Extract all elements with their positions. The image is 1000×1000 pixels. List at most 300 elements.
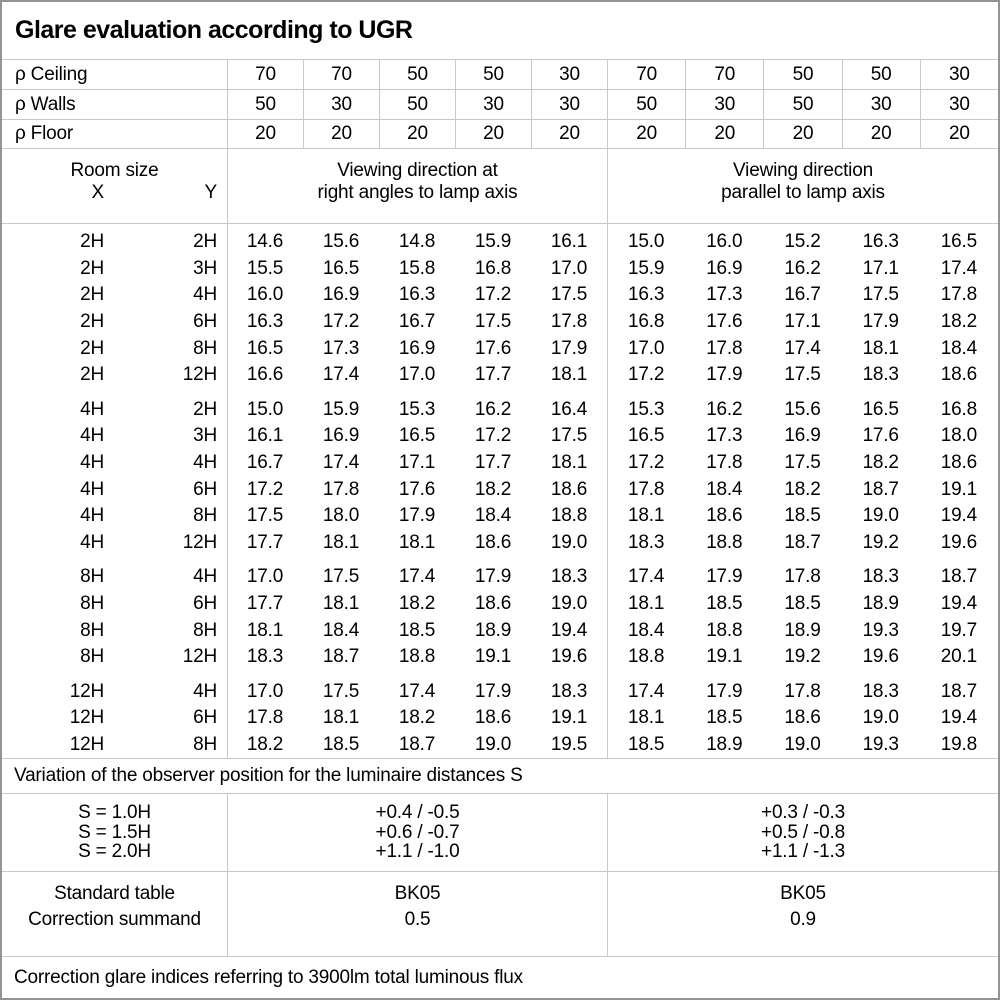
ugr-value-cell: 18.9 <box>862 593 899 615</box>
footer-note: Correction glare indices referring to 3900lm total luminous flux <box>14 966 523 988</box>
reflectance-value-cell: 20 <box>303 120 379 148</box>
ugr-value-cell: 18.3 <box>628 531 665 553</box>
reflectance-row-label: ρ Ceiling <box>15 63 88 85</box>
reflectance-row <box>2 90 998 120</box>
room-y-cell: 2H <box>193 231 217 253</box>
ugr-value-cell: 18.5 <box>706 707 743 729</box>
ugr-value-cell: 16.8 <box>628 311 665 333</box>
ugr-value-cell: 17.0 <box>398 364 436 386</box>
room-x-cell: 12H <box>69 707 104 729</box>
ugr-value-cell: 16.9 <box>322 284 360 306</box>
ugr-value-cell: 18.1 <box>628 593 665 615</box>
ugr-value-cell: 18.7 <box>784 531 821 553</box>
room-y-cell: 4H <box>193 284 217 306</box>
reflectance-value-cell: 30 <box>531 90 607 119</box>
ugr-value-cell: 17.5 <box>322 680 360 702</box>
ugr-value-cell: 18.3 <box>550 680 588 702</box>
ugr-value-cell: 17.5 <box>322 566 360 588</box>
standard-value: 0.5 <box>404 909 431 930</box>
room-y-cell: 12H <box>182 364 217 386</box>
ugr-value-cell: 18.1 <box>628 707 665 729</box>
ugr-value-cell: 18.1 <box>322 593 360 615</box>
ugr-value-cell: 16.9 <box>784 425 821 447</box>
room-size-header <box>2 149 227 223</box>
ugr-value-cell: 18.9 <box>706 733 743 755</box>
ugr-value-cell: 18.7 <box>862 478 899 500</box>
ugr-value-cell: 18.7 <box>322 646 360 668</box>
ugr-value-cell: 17.8 <box>246 707 284 729</box>
ugr-value-cell: 19.5 <box>550 733 588 755</box>
ugr-value-cell: 19.2 <box>784 646 821 668</box>
ugr-value-cell: 19.0 <box>862 505 899 527</box>
ugr-value-cell: 18.3 <box>550 566 588 588</box>
reflectance-value-cell: 70 <box>685 60 763 89</box>
ugr-value-cell: 15.0 <box>628 231 665 253</box>
reflectance-value-cell: 20 <box>920 120 998 148</box>
ugr-value-cell: 19.4 <box>940 707 977 729</box>
ugr-value-cell: 18.1 <box>322 531 360 553</box>
room-y-cell: 4H <box>193 680 217 702</box>
ugr-value-cell: 17.2 <box>628 364 665 386</box>
ugr-value-cell: 17.8 <box>784 566 821 588</box>
ugr-value-cell: 16.0 <box>246 284 284 306</box>
reflectance-value-cell: 50 <box>607 90 685 119</box>
s-distance-label: S = 1.0H <box>78 802 151 824</box>
s-correction-value: +0.4 / -0.5 <box>375 802 460 824</box>
ugr-value-cell: 17.6 <box>398 478 436 500</box>
reflectance-value-cell: 50 <box>763 60 841 89</box>
reflectance-value-cell: 30 <box>685 90 763 119</box>
standard-value: BK05 <box>780 883 826 904</box>
xy-label-row <box>2 182 227 204</box>
room-y-cell: 3H <box>193 257 217 279</box>
ugr-value-cell: 17.9 <box>474 680 512 702</box>
ugr-value-cell: 18.6 <box>940 452 977 474</box>
standard-row-label: Standard table <box>54 883 175 904</box>
column-divider <box>227 224 228 758</box>
room-y-cell: 12H <box>182 646 217 668</box>
s-correction-parallel <box>607 794 998 871</box>
ugr-value-cell: 17.5 <box>784 452 821 474</box>
ugr-value-cell: 18.8 <box>628 646 665 668</box>
ugr-value-cell: 16.8 <box>474 257 512 279</box>
ugr-value-cell: 16.5 <box>628 425 665 447</box>
reflectance-value-cell: 50 <box>842 60 920 89</box>
room-x-cell: 4H <box>80 505 104 527</box>
ugr-value-cell: 14.8 <box>398 231 436 253</box>
ugr-row <box>2 423 998 450</box>
ugr-value-cell: 16.3 <box>862 231 899 253</box>
ugr-value-cell: 18.6 <box>940 364 977 386</box>
ugr-value-cell: 18.1 <box>550 452 588 474</box>
reflectance-value-cell: 50 <box>379 60 455 89</box>
ugr-value-cell: 16.9 <box>706 257 743 279</box>
ugr-values-table <box>2 224 998 759</box>
ugr-value-cell: 18.3 <box>246 646 284 668</box>
s-distance-label: S = 1.5H <box>78 821 151 843</box>
ugr-value-cell: 17.3 <box>706 425 743 447</box>
s-correction-perpendicular <box>227 794 607 871</box>
room-y-cell: 4H <box>193 566 217 588</box>
ugr-value-cell: 18.5 <box>784 505 821 527</box>
ugr-value-cell: 19.1 <box>940 478 977 500</box>
ugr-row <box>2 397 998 424</box>
room-y-cell: 8H <box>193 505 217 527</box>
s-correction-value: +0.6 / -0.7 <box>375 821 460 843</box>
ugr-value-cell: 17.4 <box>784 337 821 359</box>
ugr-value-cell: 19.0 <box>862 707 899 729</box>
ugr-value-cell: 17.9 <box>474 566 512 588</box>
ugr-value-cell: 19.6 <box>940 531 977 553</box>
ugr-value-cell: 18.4 <box>474 505 512 527</box>
ugr-value-cell: 16.4 <box>550 398 588 420</box>
ugr-value-cell: 17.9 <box>862 311 899 333</box>
room-y-cell: 8H <box>193 337 217 359</box>
variation-note: Variation of the observer position for the luminaire distances S <box>14 765 523 786</box>
ugr-value-cell: 16.3 <box>628 284 665 306</box>
ugr-value-cell: 17.4 <box>322 364 360 386</box>
ugr-value-cell: 19.0 <box>550 531 588 553</box>
ugr-value-cell: 17.4 <box>398 680 436 702</box>
ugr-value-cell: 17.0 <box>628 337 665 359</box>
reflectance-value-cell: 20 <box>763 120 841 148</box>
ugr-row <box>2 309 998 336</box>
ugr-value-cell: 16.1 <box>550 231 588 253</box>
ugr-value-cell: 18.2 <box>246 733 284 755</box>
ugr-row <box>2 476 998 503</box>
ugr-value-cell: 18.8 <box>706 619 743 641</box>
ugr-value-cell: 17.4 <box>398 566 436 588</box>
variation-note-row <box>2 759 998 794</box>
room-y-cell: 6H <box>193 478 217 500</box>
ugr-value-cell: 18.2 <box>398 593 436 615</box>
ugr-value-cell: 18.1 <box>628 505 665 527</box>
ugr-value-cell: 17.1 <box>862 257 899 279</box>
ugr-value-cell: 17.7 <box>246 593 284 615</box>
room-size-block <box>2 564 998 670</box>
ugr-value-cell: 17.4 <box>322 452 360 474</box>
standard-table-section <box>2 872 998 957</box>
reflectance-value-cell: 50 <box>227 90 303 119</box>
ugr-value-cell: 17.7 <box>474 364 512 386</box>
room-y-cell: 8H <box>193 733 217 755</box>
ugr-value-cell: 18.3 <box>862 566 899 588</box>
ugr-value-cell: 19.1 <box>706 646 743 668</box>
ugr-value-cell: 18.7 <box>940 680 977 702</box>
room-x-cell: 4H <box>80 531 104 553</box>
room-y-cell: 4H <box>193 452 217 474</box>
ugr-value-cell: 17.6 <box>862 425 899 447</box>
reflectance-value-cell: 70 <box>227 60 303 89</box>
ugr-value-cell: 16.2 <box>784 257 821 279</box>
ugr-value-cell: 16.8 <box>940 398 977 420</box>
ugr-value-cell: 18.1 <box>246 619 284 641</box>
room-y-cell: 6H <box>193 707 217 729</box>
ugr-value-cell: 18.4 <box>322 619 360 641</box>
column-divider <box>607 224 608 758</box>
ugr-value-cell: 17.8 <box>706 337 743 359</box>
ugr-value-cell: 15.9 <box>628 257 665 279</box>
room-x-cell: 2H <box>80 337 104 359</box>
ugr-value-blocks <box>2 229 998 758</box>
ugr-value-cell: 15.8 <box>398 257 436 279</box>
ugr-value-cell: 18.5 <box>322 733 360 755</box>
ugr-row <box>2 256 998 283</box>
ugr-value-cell: 17.0 <box>550 257 588 279</box>
ugr-row <box>2 282 998 309</box>
ugr-value-cell: 18.6 <box>474 707 512 729</box>
room-x-cell: 12H <box>69 733 104 755</box>
room-size-block <box>2 679 998 759</box>
ugr-value-cell: 15.3 <box>628 398 665 420</box>
ugr-value-cell: 18.7 <box>398 733 436 755</box>
ugr-value-cell: 19.4 <box>550 619 588 641</box>
ugr-value-cell: 17.9 <box>398 505 436 527</box>
header-text-line: right angles to lamp axis <box>317 182 518 203</box>
x-column-label: X <box>91 182 104 203</box>
ugr-value-cell: 16.5 <box>398 425 436 447</box>
reflectance-row <box>2 120 998 149</box>
ugr-value-cell: 18.8 <box>398 646 436 668</box>
room-x-cell: 8H <box>80 593 104 615</box>
ugr-value-cell: 18.2 <box>398 707 436 729</box>
ugr-value-cell: 18.5 <box>628 733 665 755</box>
header-text-line: Viewing direction <box>733 160 873 181</box>
title-row <box>2 2 998 60</box>
ugr-value-cell: 17.8 <box>628 478 665 500</box>
ugr-value-cell: 19.6 <box>550 646 588 668</box>
ugr-value-cell: 19.4 <box>940 593 977 615</box>
ugr-value-cell: 15.3 <box>398 398 436 420</box>
reflectance-value-cell: 20 <box>531 120 607 148</box>
s-distance-labels <box>2 794 227 871</box>
ugr-value-cell: 15.5 <box>246 257 284 279</box>
ugr-value-cell: 17.2 <box>322 311 360 333</box>
ugr-row <box>2 450 998 477</box>
ugr-value-cell: 17.8 <box>322 478 360 500</box>
reflectance-value-cell: 70 <box>607 60 685 89</box>
ugr-value-cell: 15.9 <box>322 398 360 420</box>
ugr-value-cell: 18.0 <box>940 425 977 447</box>
header-text-line: Viewing direction at <box>337 160 498 181</box>
s-correction-value: +1.1 / -1.0 <box>375 841 460 863</box>
ugr-row <box>2 530 998 557</box>
parallel-viewing-header <box>607 149 998 223</box>
ugr-value-cell: 18.0 <box>322 505 360 527</box>
footer-note-row <box>2 957 998 998</box>
ugr-value-cell: 17.5 <box>784 364 821 386</box>
room-size-label: Room size <box>70 160 159 181</box>
ugr-value-cell: 18.2 <box>862 452 899 474</box>
standard-values-parallel <box>607 872 998 956</box>
room-x-cell: 2H <box>80 257 104 279</box>
ugr-value-cell: 16.5 <box>862 398 899 420</box>
reflectance-row-label: ρ Floor <box>15 123 73 144</box>
ugr-value-cell: 17.7 <box>246 531 284 553</box>
reflectance-value-cell: 20 <box>455 120 531 148</box>
room-y-cell: 8H <box>193 619 217 641</box>
ugr-value-cell: 19.6 <box>862 646 899 668</box>
ugr-value-cell: 16.0 <box>706 231 743 253</box>
ugr-value-cell: 18.2 <box>474 478 512 500</box>
ugr-value-cell: 17.9 <box>550 337 588 359</box>
ugr-value-cell: 18.6 <box>784 707 821 729</box>
ugr-row <box>2 564 998 591</box>
room-y-cell: 3H <box>193 425 217 447</box>
ugr-row <box>2 362 998 389</box>
ugr-value-cell: 17.9 <box>706 566 743 588</box>
room-x-cell: 4H <box>80 452 104 474</box>
ugr-value-cell: 15.9 <box>474 231 512 253</box>
room-y-cell: 2H <box>193 398 217 420</box>
ugr-value-cell: 18.6 <box>474 593 512 615</box>
ugr-value-cell: 16.2 <box>474 398 512 420</box>
s-distance-label: S = 2.0H <box>78 841 151 863</box>
ugr-value-cell: 18.5 <box>784 593 821 615</box>
ugr-value-cell: 17.4 <box>940 257 977 279</box>
ugr-value-cell: 20.1 <box>940 646 977 668</box>
s-correction-value: +0.3 / -0.3 <box>761 802 845 824</box>
ugr-value-cell: 17.1 <box>784 311 821 333</box>
room-size-block <box>2 229 998 389</box>
ugr-value-cell: 15.0 <box>246 398 284 420</box>
room-x-cell: 8H <box>80 646 104 668</box>
room-x-cell: 4H <box>80 478 104 500</box>
reflectance-value-cell: 50 <box>763 90 841 119</box>
reflectance-value-cell: 30 <box>842 90 920 119</box>
ugr-value-cell: 17.0 <box>246 566 284 588</box>
ugr-value-cell: 16.5 <box>246 337 284 359</box>
room-x-cell: 4H <box>80 398 104 420</box>
ugr-value-cell: 19.3 <box>862 733 899 755</box>
ugr-row <box>2 229 998 256</box>
ugr-value-cell: 17.2 <box>628 452 665 474</box>
ugr-value-cell: 17.8 <box>706 452 743 474</box>
room-x-cell: 2H <box>80 311 104 333</box>
ugr-value-cell: 19.1 <box>474 646 512 668</box>
ugr-value-cell: 17.5 <box>550 425 588 447</box>
ugr-row <box>2 591 998 618</box>
ugr-value-cell: 16.9 <box>322 425 360 447</box>
standard-value: BK05 <box>394 883 441 904</box>
ugr-value-cell: 17.6 <box>474 337 512 359</box>
ugr-value-cell: 16.9 <box>398 337 436 359</box>
reflectance-value-cell: 30 <box>303 90 379 119</box>
reflectance-value-cell: 20 <box>379 120 455 148</box>
ugr-value-cell: 16.7 <box>398 311 436 333</box>
header-text-line: parallel to lamp axis <box>721 182 885 203</box>
perpendicular-viewing-header <box>227 149 607 223</box>
ugr-row <box>2 679 998 706</box>
ugr-value-cell: 18.3 <box>862 364 899 386</box>
ugr-value-cell: 19.0 <box>474 733 512 755</box>
ugr-value-cell: 17.7 <box>474 452 512 474</box>
reflectance-value-cell: 20 <box>607 120 685 148</box>
ugr-row <box>2 503 998 530</box>
room-y-cell: 12H <box>182 531 217 553</box>
ugr-value-cell: 17.6 <box>706 311 743 333</box>
ugr-value-cell: 18.6 <box>706 505 743 527</box>
reflectance-value-cell: 20 <box>227 120 303 148</box>
ugr-value-cell: 18.2 <box>940 311 977 333</box>
ugr-row <box>2 335 998 362</box>
ugr-row <box>2 617 998 644</box>
ugr-value-cell: 18.8 <box>706 531 743 553</box>
ugr-value-cell: 17.8 <box>940 284 977 306</box>
room-size-block <box>2 397 998 557</box>
ugr-value-cell: 19.8 <box>940 733 977 755</box>
ugr-row <box>2 732 998 759</box>
standard-row-label: Correction summand <box>28 909 201 930</box>
reflectance-row <box>2 60 998 90</box>
ugr-value-cell: 17.8 <box>550 311 588 333</box>
ugr-value-cell: 18.9 <box>474 619 512 641</box>
ugr-value-cell: 18.5 <box>398 619 436 641</box>
room-x-cell: 2H <box>80 231 104 253</box>
ugr-value-cell: 15.6 <box>784 398 821 420</box>
ugr-value-cell: 19.7 <box>940 619 977 641</box>
ugr-value-cell: 17.5 <box>474 311 512 333</box>
room-x-cell: 4H <box>80 425 104 447</box>
room-x-cell: 2H <box>80 284 104 306</box>
ugr-value-cell: 17.8 <box>784 680 821 702</box>
room-y-cell: 6H <box>193 311 217 333</box>
reflectance-value-cell: 30 <box>920 90 998 119</box>
standard-values-perpendicular <box>227 872 607 956</box>
ugr-value-cell: 16.7 <box>246 452 284 474</box>
reflectance-value-cell: 30 <box>455 90 531 119</box>
column-header-row <box>2 149 998 224</box>
ugr-value-cell: 16.6 <box>246 364 284 386</box>
room-x-cell: 8H <box>80 566 104 588</box>
ugr-value-cell: 18.1 <box>398 531 436 553</box>
ugr-value-cell: 17.5 <box>862 284 899 306</box>
standard-value: 0.9 <box>790 909 816 930</box>
ugr-value-cell: 18.7 <box>940 566 977 588</box>
ugr-value-cell: 16.3 <box>246 311 284 333</box>
ugr-value-cell: 17.4 <box>628 680 665 702</box>
s-correction-value: +0.5 / -0.8 <box>761 821 845 843</box>
ugr-value-cell: 18.3 <box>862 680 899 702</box>
ugr-value-cell: 17.1 <box>398 452 436 474</box>
reflectance-value-cell: 20 <box>685 120 763 148</box>
ugr-value-cell: 18.6 <box>474 531 512 553</box>
ugr-value-cell: 18.4 <box>940 337 977 359</box>
ugr-value-cell: 15.6 <box>322 231 360 253</box>
ugr-value-cell: 17.3 <box>322 337 360 359</box>
ugr-value-cell: 19.1 <box>550 707 588 729</box>
room-x-cell: 2H <box>80 364 104 386</box>
ugr-value-cell: 17.2 <box>246 478 284 500</box>
ugr-value-cell: 18.6 <box>550 478 588 500</box>
room-x-cell: 12H <box>69 680 104 702</box>
ugr-value-cell: 15.2 <box>784 231 821 253</box>
spacing-correction-table <box>2 794 998 872</box>
ugr-value-cell: 18.9 <box>784 619 821 641</box>
ugr-value-cell: 16.3 <box>398 284 436 306</box>
reflectance-value-cell: 50 <box>455 60 531 89</box>
ugr-value-cell: 19.4 <box>940 505 977 527</box>
reflectance-value-cell: 70 <box>303 60 379 89</box>
standard-row-labels <box>2 872 227 956</box>
ugr-value-cell: 18.5 <box>706 593 743 615</box>
ugr-value-cell: 19.0 <box>784 733 821 755</box>
ugr-value-cell: 19.3 <box>862 619 899 641</box>
reflectance-value-cell: 50 <box>379 90 455 119</box>
ugr-value-cell: 18.1 <box>862 337 899 359</box>
ugr-value-cell: 18.4 <box>706 478 743 500</box>
ugr-value-cell: 17.5 <box>246 505 284 527</box>
